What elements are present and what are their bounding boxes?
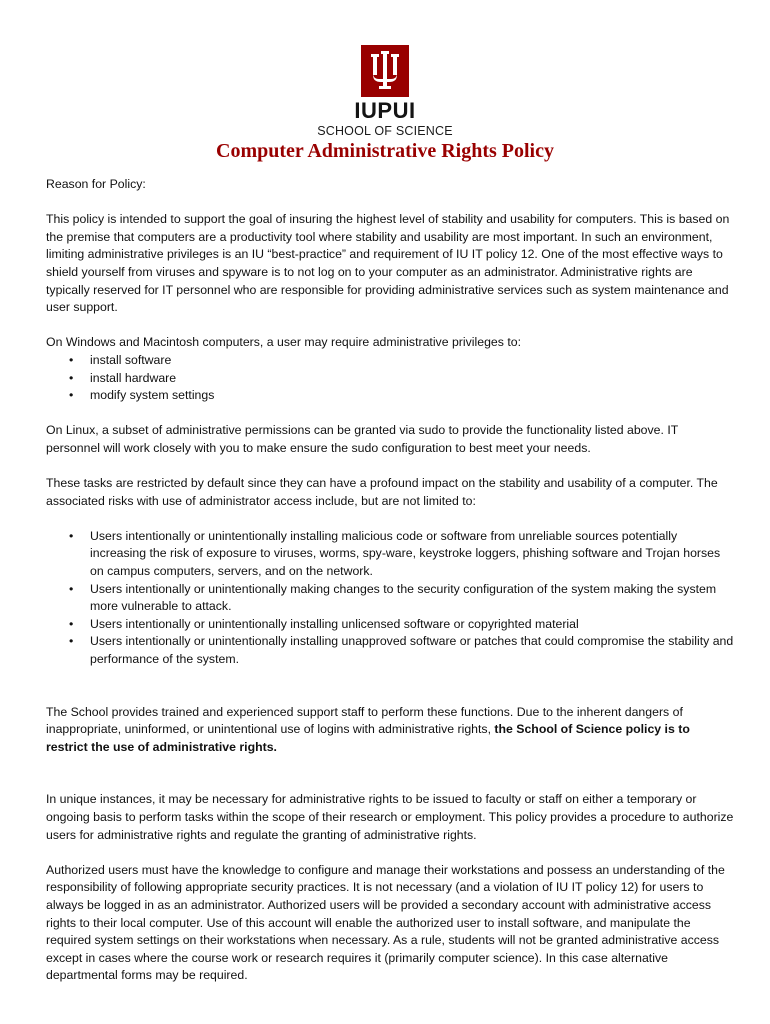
list-item: • Users intentionally or unintentionally installing malicious code or software from unreliable sources potentially increasing the risk of exposure to viruses, worms, spy-ware, keystroke loggers, phishing software and Trojan horses on campus computers, servers, and on the network. [46,528,734,581]
support-staff-text: The School provides trained and experienced support staff to perform these functions. Due to the inherent dangers of inappropriate, uninformed, or unintentional use of logins with administrative rights, [46,704,683,737]
list-item: • install hardware [46,370,734,388]
list-item: • modify system settings [46,387,734,405]
paragraph-privileges-intro: On Windows and Macintosh computers, a user may require administrative privileges to: [46,335,521,350]
paragraph-risks-intro: These tasks are restricted by default since they can have a profound impact on the stability and usability of a computer. The associated risks with use of administrator access include, but are not limited to: [46,476,718,508]
policy-statement: the School of Science policy is to restrict the use of administrative rights. [46,722,690,754]
policy-body [46,176,734,1003]
list-item: • Users intentionally or unintentionally making changes to the security configuration of the system making the system more vulnerable to attack. [46,581,734,616]
list-item: • Users intentionally or unintentionally installing unlicensed software or copyrighted material [46,616,734,634]
document-title: Computer Administrative Rights Policy [216,140,554,162]
risks-list [46,528,734,669]
logo-wordmark: IUPUI [354,98,416,123]
paragraph-unique-instances: In unique instances, it may be necessary for administrative rights to be issued to faculty or staff on either a temporary or ongoing basis to perform tasks within the scope of their research or employment. This policy provides a procedure to authorize users for administrative rights and regulate the granting of administrative rights. [46,792,734,842]
paragraph-authorized-users: Authorized users must have the knowledge to configure and manage their workstations and possess an understanding of the responsibility of following appropriate security practices. It is not necessary (and a violation of IU IT policy 12) for users to always be logged in as an administrator. Authorized users will be provided a secondary account with administrative access rights to their local computer. Use of this account will enable the authorized user to install software, and manipulate the required system settings on their workstations when necessary. As a rule, students will not be granted administrative access except in cases where the course work or research requires it (primarily computer science). In this case alternative departmental forms may be required. [46,862,725,983]
paragraph-purpose: This policy is intended to support the goal of insuring the highest level of stability and usability for computers. This is based on the premise that computers are a productivity tool where stability and usability are most important. In such an environment, limiting administrative privileges is an IU “best-practice” and requirement of IU IT policy 12. One of the most effective ways to shield yourself from viruses and spyware is to not log on to your computer as an administrator. Administrative rights are typically reserved for IT personnel who are responsible for providing administrative services such as system maintenance and user support. [46,212,730,315]
privileges-list [46,352,734,405]
paragraph-support-staff [46,704,734,757]
logo-subtitle: SCHOOL OF SCIENCE [317,124,453,138]
iupui-logo [0,45,770,138]
iu-trident-icon [361,45,409,97]
list-item: • Users intentionally or unintentionally installing unapproved software or patches that could compromise the stability and performance of the system. [46,633,734,668]
paragraph-linux: On Linux, a subset of administrative permissions can be granted via sudo to provide the functionality listed above. IT personnel will work closely with you to make ensure the sudo configuration to best meet your needs. [46,423,679,455]
list-item: • install software [46,352,734,370]
reason-heading: Reason for Policy: [46,177,146,191]
